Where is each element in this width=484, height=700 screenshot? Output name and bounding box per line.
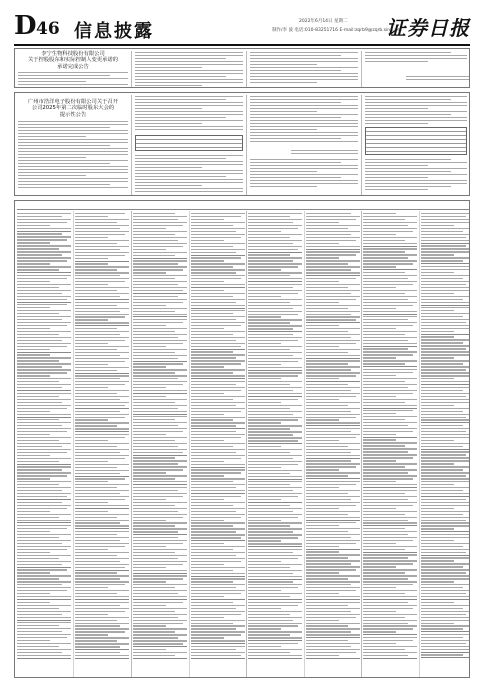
announcement-1-body-col-3 xyxy=(250,52,358,85)
main-column-6 xyxy=(306,213,360,660)
announcement-2-title-line-1: 广州市浩洋电子股份有限公司关于召开 xyxy=(27,99,119,105)
section-title: 信息披露 xyxy=(74,21,154,42)
announcement-2-table-2 xyxy=(365,127,467,155)
main-column-2 xyxy=(75,213,129,660)
editor-contact: 制作/李 波 电话:010-83251716 E-mail:zqrb9@zqrb.sina.net xyxy=(272,28,402,33)
announcement-2-body-col-3 xyxy=(250,96,358,189)
masthead xyxy=(14,12,470,42)
announcement-2-title-line-2: 公司2025年第二次临时股东大会的 xyxy=(31,105,115,112)
announcement-2-body-col-4b xyxy=(365,159,467,192)
announcement-1 xyxy=(17,51,129,70)
announcement-1-title-line-1: 李宁生物科技股份有限公司 xyxy=(41,51,105,57)
main-column-1 xyxy=(17,213,71,660)
issue-date: 2022年6月14日 星期二 xyxy=(299,19,348,24)
announcement-1-body-col-4 xyxy=(365,52,467,82)
main-column-4 xyxy=(191,213,245,660)
announcement-2 xyxy=(17,99,129,118)
main-column-3 xyxy=(133,213,187,660)
announcement-block-top xyxy=(14,48,470,88)
announcement-2-body xyxy=(18,121,128,190)
announcement-2-body-col-4 xyxy=(365,96,467,126)
page-number: 46 xyxy=(36,19,60,39)
announcement-1-title-line-2: 关于控股股东和实际控制人变更承诺的 xyxy=(27,57,119,64)
newspaper-logo: 证券日报 xyxy=(386,16,470,40)
announcement-2-body-col-2 xyxy=(135,96,243,132)
announcement-block-main xyxy=(14,200,470,678)
announcement-2-body-col-2b xyxy=(135,155,243,194)
main-column-8 xyxy=(421,213,470,660)
announcement-2-table xyxy=(135,135,243,151)
announcement-2-title-line-3: 提示性公告 xyxy=(59,111,87,118)
masthead-rule xyxy=(14,44,470,46)
main-column-5 xyxy=(248,213,302,660)
main-column-7 xyxy=(363,213,417,660)
announcement-1-body-col-2 xyxy=(135,52,243,88)
section-letter: D xyxy=(14,11,37,41)
announcement-1-title-line-3: 承诺完成公告 xyxy=(57,63,89,70)
announcement-1-body xyxy=(18,72,128,87)
announcement-block-middle xyxy=(14,92,470,196)
